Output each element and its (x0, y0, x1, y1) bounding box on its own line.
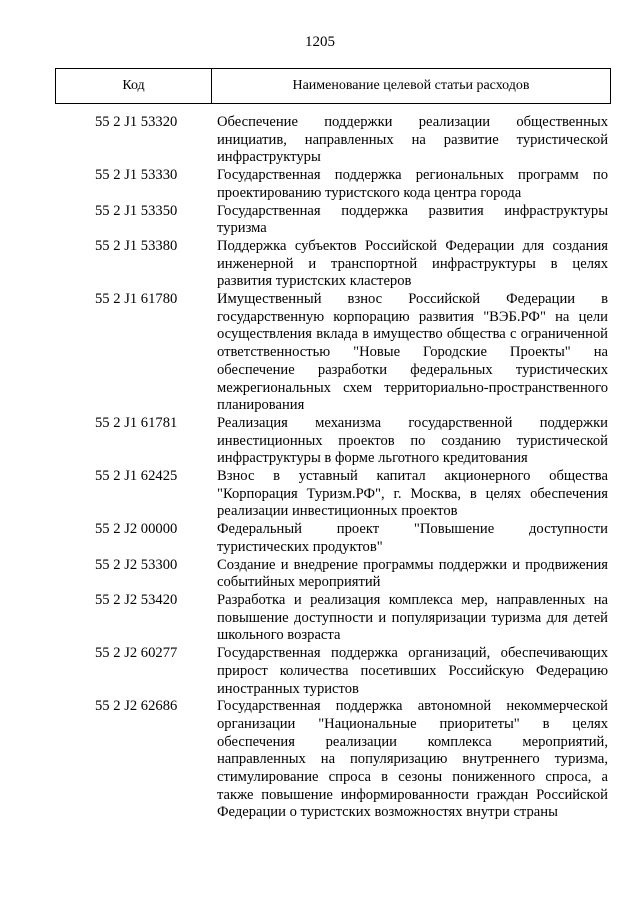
table-row (55, 167, 611, 202)
table-row (55, 557, 611, 592)
table-row (55, 698, 611, 822)
row-name: Государственная поддержка развития инфраструктуры туризма (217, 202, 608, 237)
row-code: 55 2 J1 53350 (95, 202, 178, 219)
row-name: Поддержка субъектов Российской Федерации для создания инженерной и транспортной инфраструктуры в целях развития туристских кластеров (217, 237, 608, 290)
table-row (55, 468, 611, 521)
table-row (55, 645, 611, 698)
table-row (55, 521, 611, 556)
row-code: 55 2 J1 62425 (95, 468, 178, 485)
row-code: 55 2 J1 53380 (95, 237, 178, 254)
row-name: Создание и внедрение программы поддержки и продвижения событийных мероприятий (217, 556, 608, 591)
column-header-name: Наименование целевой статьи расходов (292, 78, 530, 93)
row-code: 55 2 J1 53330 (95, 167, 178, 184)
table-header (55, 68, 611, 104)
table-row (55, 203, 611, 238)
row-code: 55 2 J2 00000 (95, 521, 178, 538)
row-name: Государственная поддержка автономной некоммерческой организации "Национальные приоритеты" в целях обеспечения реализации комплекса мероприятий, направленных на популяризацию внутреннего туризма, стимулирование спроса в сезоны пониженного спроса, а также повышение информированности граждан Российской Федерации о туристских возможностях внутри страны (217, 698, 608, 821)
row-name: Реализация механизма государственной поддержки инвестиционных проектов по созданию туристической инфраструктуры в форме льготного кредитования (217, 414, 608, 467)
row-name: Федеральный проект "Повышение доступности туристических продуктов" (217, 521, 608, 555)
row-name: Разработка и реализация комплекса мер, направленных на повышение доступности и популяризации туризма для детей школьного возраста (217, 591, 608, 644)
row-code: 55 2 J1 61781 (95, 414, 178, 431)
row-code: 55 2 J1 61780 (95, 291, 178, 308)
row-name: Государственная поддержка организаций, обеспечивающих прирост количества посетивших Российскую Федерацию иностранных туристов (217, 645, 608, 697)
table-body (55, 114, 611, 822)
table-row (55, 238, 611, 291)
table-row (55, 415, 611, 468)
row-name: Взнос в уставный капитал акционерного общества "Корпорация Туризм.РФ", г. Москва, в целях обеспечения реализации инвестиционных проектов (217, 468, 608, 520)
row-code: 55 2 J1 53320 (95, 114, 178, 130)
row-code: 55 2 J2 62686 (95, 698, 178, 715)
row-name: Обеспечение поддержки реализации общественных инициатив, направленных на развитие туристической инфраструктуры (217, 114, 608, 166)
row-code: 55 2 J2 60277 (95, 645, 178, 662)
row-name: Государственная поддержка региональных программ по проектированию туристского кода центра города (217, 167, 608, 201)
row-code: 55 2 J2 53420 (95, 591, 178, 608)
table-row (55, 592, 611, 645)
row-code: 55 2 J2 53300 (95, 556, 178, 573)
column-header-code: Код (56, 69, 212, 103)
page-number: 1205 (305, 34, 335, 50)
row-name: Имущественный взнос Российской Федерации в государственную корпорацию развития "ВЭБ.РФ" на цели осуществления вклада в имущество общества с ограниченной ответственностью "Новые Городские Проекты" на обеспечение разработки федеральных туристических межрегиональных схем территориально-пространственного планирования (217, 291, 608, 414)
table-row (55, 291, 611, 415)
table-row (55, 114, 611, 167)
